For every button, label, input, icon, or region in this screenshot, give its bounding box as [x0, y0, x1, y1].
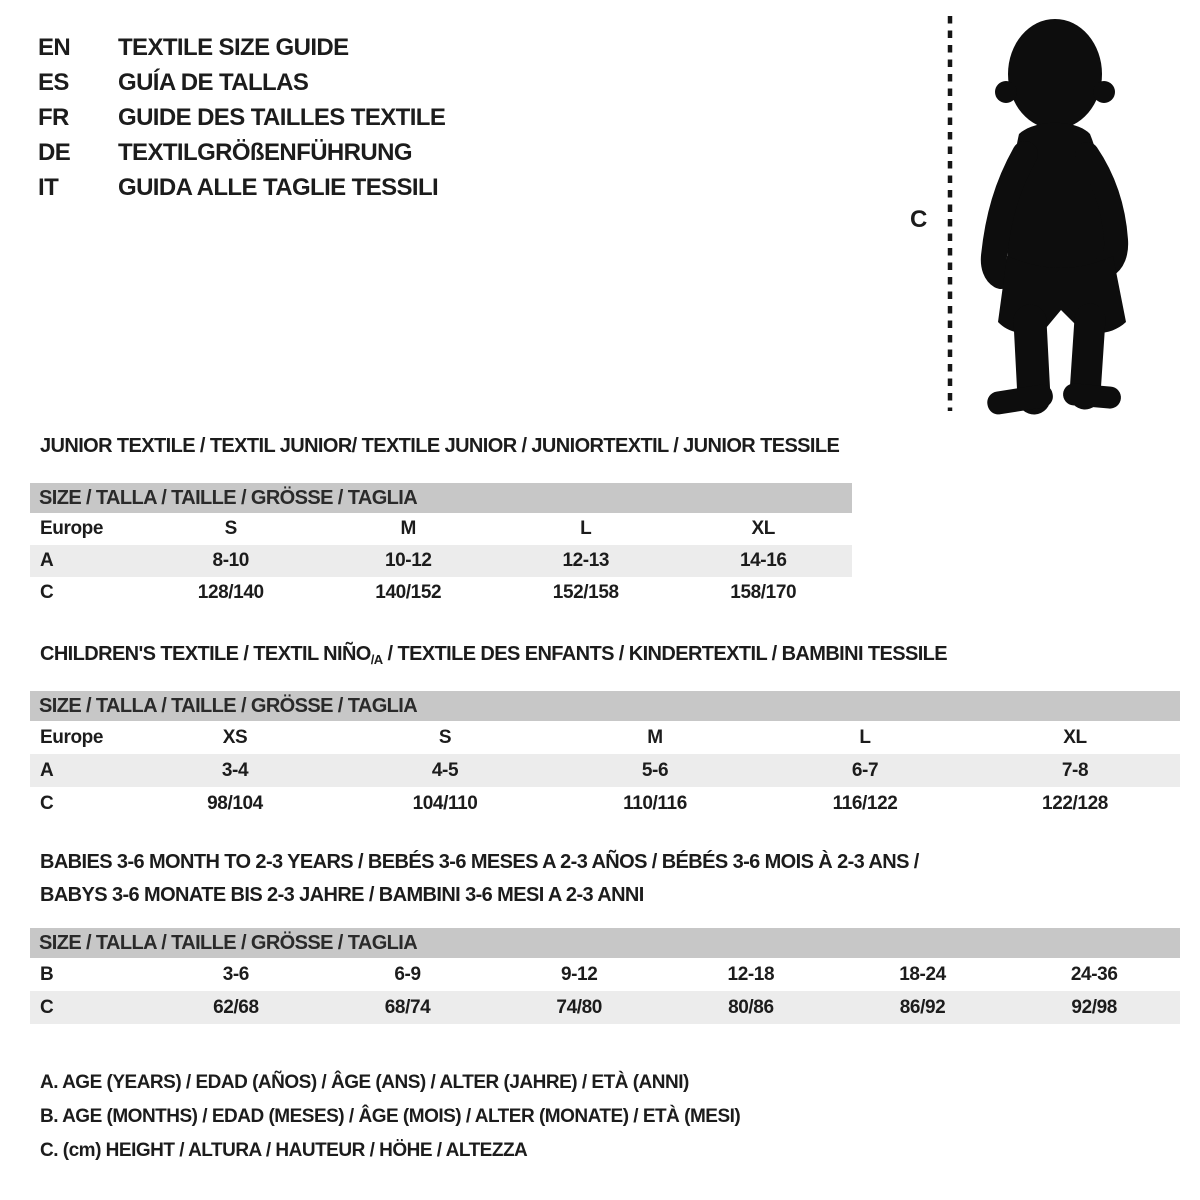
age-cell: 3-6: [222, 963, 249, 985]
language-code-en: EN: [38, 33, 71, 61]
toddler-silhouette-shape: [986, 19, 1126, 416]
children-row-height-cm: [30, 787, 1180, 820]
junior-row-europe: [30, 513, 852, 545]
junior-size-table: [30, 483, 852, 609]
toddler-silhouette-icon: [895, 8, 1160, 423]
size-cell: S: [224, 518, 237, 539]
language-row-es: [38, 65, 445, 100]
height-cell: 74/80: [556, 996, 602, 1018]
height-cell: 140/152: [375, 582, 442, 603]
age-cell: 4-5: [431, 759, 459, 781]
legend-age-months: B. AGE (MONTHS) / EDAD (MESES) / ÂGE (MOIS) / ALTER (MONATE) / ETÀ (MESI): [40, 1106, 741, 1127]
height-measure-label: C: [910, 206, 928, 233]
size-cell: M: [647, 726, 663, 748]
height-cell: 128/140: [197, 582, 264, 603]
legend: [40, 1066, 740, 1168]
age-cell: 6-9: [394, 963, 421, 985]
height-cell: 98/104: [207, 792, 263, 814]
height-cell: 152/158: [552, 582, 619, 603]
language-title-en: TEXTILE SIZE GUIDE: [118, 33, 349, 61]
junior-size-header: SIZE / TALLA / TAILLE / GRÖSSE / TAGLIA: [30, 483, 852, 513]
height-cell: 122/128: [1042, 792, 1108, 814]
age-cell: 12-18: [727, 963, 775, 985]
age-cell: 5-6: [641, 759, 669, 781]
age-cell: 18-24: [899, 963, 946, 985]
height-cell: 86/92: [899, 996, 946, 1018]
junior-row-age-years: [30, 545, 852, 577]
size-cell: M: [400, 518, 416, 539]
children-section-title: [40, 643, 947, 667]
age-cell: 3-4: [221, 759, 249, 781]
language-title-de: TEXTILGRÖßENFÜHRUNG: [118, 138, 412, 166]
language-code-it: IT: [38, 173, 59, 201]
age-cell: 12-13: [562, 550, 610, 571]
language-title-list: [38, 30, 445, 205]
height-cell: 68/74: [384, 996, 431, 1018]
size-cell: L: [580, 518, 592, 539]
junior-row-height-cm: [30, 577, 852, 609]
language-code-es: ES: [38, 68, 69, 96]
row-label: Europe: [40, 726, 104, 748]
language-title-es: GUÍA DE TALLAS: [118, 68, 309, 96]
height-cell: 158/170: [730, 582, 797, 603]
babies-section-title-line2: BABYS 3-6 MONATE BIS 2-3 JAHRE / BAMBINI 3-6 MESI A 2-3 ANNI: [40, 884, 644, 906]
age-cell: 14-16: [739, 550, 787, 571]
babies-section-title-line1: BABIES 3-6 MONTH TO 2-3 YEARS / BEBÉS 3-6 MESES A 2-3 AÑOS / BÉBÉS 3-6 MOIS À 2-3 ANS /: [40, 851, 919, 873]
language-row-it: [38, 170, 445, 205]
height-cell: 116/122: [832, 792, 898, 814]
children-title-pre: CHILDREN'S TEXTILE / TEXTIL NIÑO: [40, 643, 371, 665]
size-cell: XL: [751, 518, 775, 539]
language-title-it: GUIDA ALLE TAGLIE TESSILI: [118, 173, 439, 201]
babies-row-height-cm: [30, 991, 1180, 1024]
language-row-en: [38, 30, 445, 65]
language-code-de: DE: [38, 138, 71, 166]
age-cell: 8-10: [212, 550, 249, 571]
height-cell: 80/86: [728, 996, 774, 1018]
size-cell: S: [438, 726, 452, 748]
row-label: C: [40, 996, 54, 1018]
age-cell: 7-8: [1061, 759, 1089, 781]
junior-section-title: JUNIOR TEXTILE / TEXTIL JUNIOR/ TEXTILE JUNIOR / JUNIORTEXTIL / JUNIOR TESSILE: [40, 435, 840, 457]
height-cell: 110/116: [623, 792, 687, 814]
language-title-fr: GUIDE DES TAILLES TEXTILE: [118, 103, 446, 131]
babies-size-table: [30, 928, 1180, 1024]
language-row-fr: [38, 100, 445, 135]
children-size-header: SIZE / TALLA / TAILLE / GRÖSSE / TAGLIA: [30, 691, 1180, 721]
size-cell: XS: [222, 726, 248, 748]
age-cell: 9-12: [560, 963, 598, 985]
age-cell: 10-12: [384, 550, 432, 571]
legend-height-cm: C. (cm) HEIGHT / ALTURA / HAUTEUR / HÖHE / ALTEZZA: [40, 1140, 528, 1161]
height-cell: 92/98: [1071, 996, 1117, 1018]
babies-row-age-months: [30, 958, 1180, 991]
language-code-fr: FR: [38, 103, 69, 131]
language-row-de: [38, 135, 445, 170]
height-cell: 104/110: [412, 792, 478, 814]
row-label: Europe: [40, 518, 104, 539]
children-row-age-years: [30, 754, 1180, 787]
children-row-europe: [30, 721, 1180, 754]
height-cell: 62/68: [213, 996, 259, 1018]
row-label: C: [40, 792, 54, 814]
row-label: C: [40, 582, 54, 603]
size-cell: L: [859, 726, 871, 748]
size-cell: XL: [1063, 726, 1087, 748]
row-label: A: [40, 550, 54, 571]
children-title-sub: /A: [370, 652, 383, 667]
children-size-table: [30, 691, 1180, 820]
row-label: A: [40, 759, 54, 781]
row-label: B: [40, 963, 54, 985]
children-title-post: / TEXTILE DES ENFANTS / KINDERTEXTIL / BAMBINI TESSILE: [382, 643, 948, 665]
babies-size-header: SIZE / TALLA / TAILLE / GRÖSSE / TAGLIA: [30, 928, 1180, 958]
age-cell: 6-7: [851, 759, 879, 781]
age-cell: 24-36: [1070, 963, 1118, 985]
legend-age-years: A. AGE (YEARS) / EDAD (AÑOS) / ÂGE (ANS) / ALTER (JAHRE) / ETÀ (ANNI): [40, 1072, 689, 1093]
